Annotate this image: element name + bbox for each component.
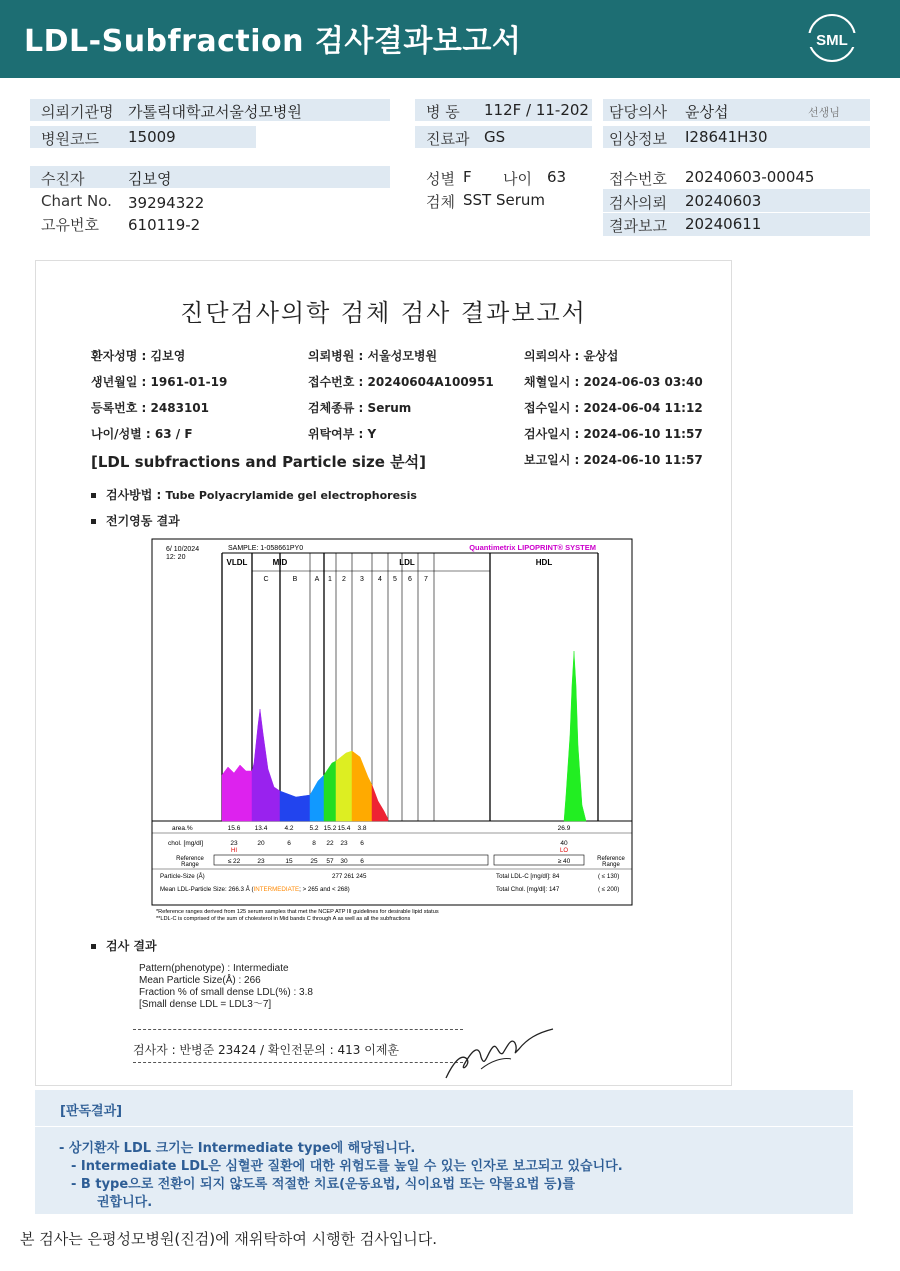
ref-value: 15 — [285, 858, 293, 865]
uid-label: 고유번호 — [41, 216, 99, 234]
doctor-suffix: 선생님 — [808, 106, 840, 119]
band-label: 3 — [360, 576, 364, 583]
org-value: 가톨릭대학교서울성모병원 — [128, 103, 302, 121]
mean-size: Mean LDL-Particle Size: 266.3 Å (INTERMEDIATE; > 265 and < 268) — [160, 886, 350, 893]
result-bullet: 검사 결과 — [91, 937, 157, 954]
footer-note: 본 검사는 은평성모병원(진검)에 재위탁하여 시행한 검사입니다. — [20, 1230, 438, 1248]
dept-label: 진료과 — [426, 130, 470, 148]
signature-icon — [441, 1023, 561, 1083]
band-label: 2 — [342, 576, 346, 583]
report-field: 접수일시 : 2024-06-04 11:12 — [524, 401, 703, 415]
particle-value: 277 261 245 — [332, 873, 367, 880]
chol-value: 22 — [326, 840, 334, 847]
org-label: 의뢰기관명 — [41, 103, 114, 121]
area-value: 5.2 — [309, 825, 319, 832]
chol-value: 23 — [340, 840, 348, 847]
area-value: 15.4 — [337, 825, 351, 832]
area-value: 13.4 — [254, 825, 268, 832]
group-label: MID — [272, 558, 288, 567]
result-summary: Pattern(phenotype) : Intermediate Mean Particle Size(Å) : 266 Fraction % of small dense LDL(%) : 3.8 [Small dense LDL = LDL3～7] — [139, 963, 313, 1010]
ref-label: Reference — [176, 856, 204, 862]
method-bullet: 검사방법 : Tube Polyacrylamide gel electrophoresis — [91, 486, 417, 503]
ref-value: 30 — [340, 858, 348, 865]
total-chol: Total Chol. [mg/dl]: 147 — [496, 886, 560, 893]
report-field: 나이/성별 : 63 / F — [91, 427, 193, 441]
clinical-label: 임상정보 — [609, 130, 667, 148]
report-field: 검체종류 : Serum — [308, 401, 412, 415]
ref-value: ≤ 22 — [227, 858, 241, 865]
ref-value: 25 — [310, 858, 318, 865]
chol-value: 6 — [360, 840, 364, 847]
ref-value: 23 — [257, 858, 265, 865]
judgement-line: - B type으로 전환이 되지 않도록 적절한 치료(운동요법, 식이요법 또는 약물요법 등)를 — [71, 1177, 576, 1192]
hospital-code-label: 병원코드 — [41, 130, 99, 148]
receipt-value: 20240603-00045 — [685, 168, 815, 186]
lo-flag: LO — [559, 848, 569, 854]
band-label: 5 — [393, 576, 397, 583]
chol-value: 23 — [230, 840, 238, 847]
area-value: 3.8 — [357, 825, 367, 832]
specimen-value: SST Serum — [463, 191, 546, 209]
dept-value: GS — [484, 128, 506, 146]
band-label: C — [263, 576, 269, 583]
judgement-line: - Intermediate LDL은 심혈관 질환에 대한 위험도를 높일 수 있는 인자로 보고되고 있습니다. — [71, 1159, 623, 1174]
area-value: 26.9 — [557, 825, 571, 832]
receipt-label: 접수번호 — [609, 170, 667, 188]
report-field: 위탁여부 : Y — [308, 427, 377, 441]
chol-value: 20 — [257, 840, 265, 847]
chart-brand: Quantimetrix LIPOPRINT® SYSTEM — [469, 543, 596, 552]
sml-logo-icon — [806, 12, 858, 64]
clinical-value: I28641H30 — [685, 128, 768, 146]
band-label: 4 — [378, 576, 382, 583]
age-value: 63 — [547, 168, 567, 186]
chart-sample: SAMPLE: 1-058661PY0 — [228, 545, 304, 552]
ref-label-2: Range — [602, 862, 620, 868]
area-value: 15.6 — [227, 825, 241, 832]
doctor-value: 윤상섭 — [685, 103, 729, 121]
chol-label: chol. [mg/dl] — [168, 840, 204, 847]
judgement-title: [판독결과] — [60, 1104, 123, 1119]
group-label: HDL — [535, 558, 553, 567]
report-field: 채혈일시 : 2024-06-03 03:40 — [524, 375, 703, 389]
doctor-label: 담당의사 — [609, 103, 667, 121]
sex-label: 성별 — [426, 170, 455, 188]
sex-value: F — [463, 168, 472, 186]
report-header — [0, 0, 900, 78]
hi-flag: HI — [231, 848, 237, 854]
ref-value: 57 — [326, 858, 334, 865]
signer-line: 검사자 : 반병준 23424 / 확인전문의 : 413 이제훈 — [133, 1043, 400, 1057]
report-field: 생년월일 : 1961-01-19 — [91, 375, 228, 389]
band-label: 6 — [408, 576, 412, 583]
electro-bullet: 전기영동 결과 — [91, 512, 180, 529]
specimen-label: 검체 — [426, 193, 455, 211]
group-label: LDL — [399, 558, 415, 567]
patient-value: 김보영 — [128, 170, 172, 188]
report-field: 검사일시 : 2024-06-10 11:57 — [524, 427, 703, 441]
area-label: area.% — [172, 825, 193, 832]
report-title: 진단검사의학 검체 검사 결과보고서 — [180, 299, 587, 327]
hospital-code-value: 15009 — [128, 128, 176, 146]
chol-value: 8 — [312, 840, 316, 847]
particle-label: Particle-Size (Å) — [160, 873, 205, 880]
ldl2-area — [336, 751, 352, 821]
req-date-label: 검사의뢰 — [609, 194, 667, 212]
chart-date: 6/ 10/2024 — [166, 546, 200, 553]
judgement-box — [35, 1090, 853, 1214]
judgement-line: 권합니다. — [97, 1195, 153, 1210]
chol-value: 6 — [287, 840, 291, 847]
report-date-label: 결과보고 — [609, 217, 667, 235]
report-field: 보고일시 : 2024-06-10 11:57 — [524, 453, 703, 467]
lab-report — [35, 260, 732, 1086]
area-value: 4.2 — [284, 825, 294, 832]
svg-text:SML: SML — [816, 32, 848, 49]
band-label: A — [314, 576, 320, 583]
chart-label: Chart No. — [41, 192, 112, 210]
section-title: [LDL subfractions and Particle size 분석] — [91, 453, 427, 471]
report-date-value: 20240611 — [685, 215, 762, 233]
total-ldl-ref: ( ≤ 130) — [598, 873, 620, 880]
req-date-value: 20240603 — [685, 192, 762, 210]
report-field: 접수번호 : 20240604A100951 — [308, 375, 494, 389]
band-label: 7 — [424, 576, 428, 583]
page-title: LDL-Subfraction 검사결과보고서 — [24, 24, 522, 59]
total-chol-ref: ( ≤ 200) — [598, 886, 620, 893]
report-field: 등록번호 : 2483101 — [91, 401, 209, 415]
uid-value: 610119-2 — [128, 216, 201, 234]
chart-note: *Reference ranges derived from 125 serum samples that met the NCEP ATP III guidelines for desirable lipid status — [156, 909, 439, 915]
group-label: VLDL — [226, 558, 248, 567]
ward-label: 병 동 — [426, 103, 460, 121]
ref-label-2: Reference — [597, 856, 625, 862]
ref-value: 6 — [360, 858, 364, 865]
chart-note: **LDL-C is comprised of the sum of cholesterol in Mid bands C through A as well as all the subfractions — [156, 916, 411, 922]
vldl-area — [222, 765, 252, 821]
chart-value: 39294322 — [128, 194, 205, 212]
judgement-line: - 상기환자 LDL 크기는 Intermediate type에 해당됩니다. — [59, 1141, 416, 1156]
total-ldl: Total LDL-C [mg/dl]: 84 — [496, 873, 560, 880]
band-label: 1 — [328, 576, 332, 583]
report-field: 의뢰병원 : 서울성모병원 — [308, 349, 438, 363]
band-label: B — [292, 576, 298, 583]
ref-value: ≥ 40 — [557, 858, 571, 865]
patient-label: 수진자 — [41, 170, 85, 188]
report-field: 환자성명 : 김보영 — [91, 349, 186, 363]
age-label: 나이 — [503, 170, 532, 188]
lipoprint-chart — [146, 535, 636, 925]
area-value: 15.2 — [323, 825, 337, 832]
ref-label: Range — [181, 862, 199, 868]
chart-time: 12: 20 — [166, 554, 186, 561]
report-field: 의뢰의사 : 윤상섭 — [524, 349, 619, 363]
chol-value: 40 — [560, 840, 568, 847]
ward-value: 112F / 11-202 — [484, 101, 589, 119]
